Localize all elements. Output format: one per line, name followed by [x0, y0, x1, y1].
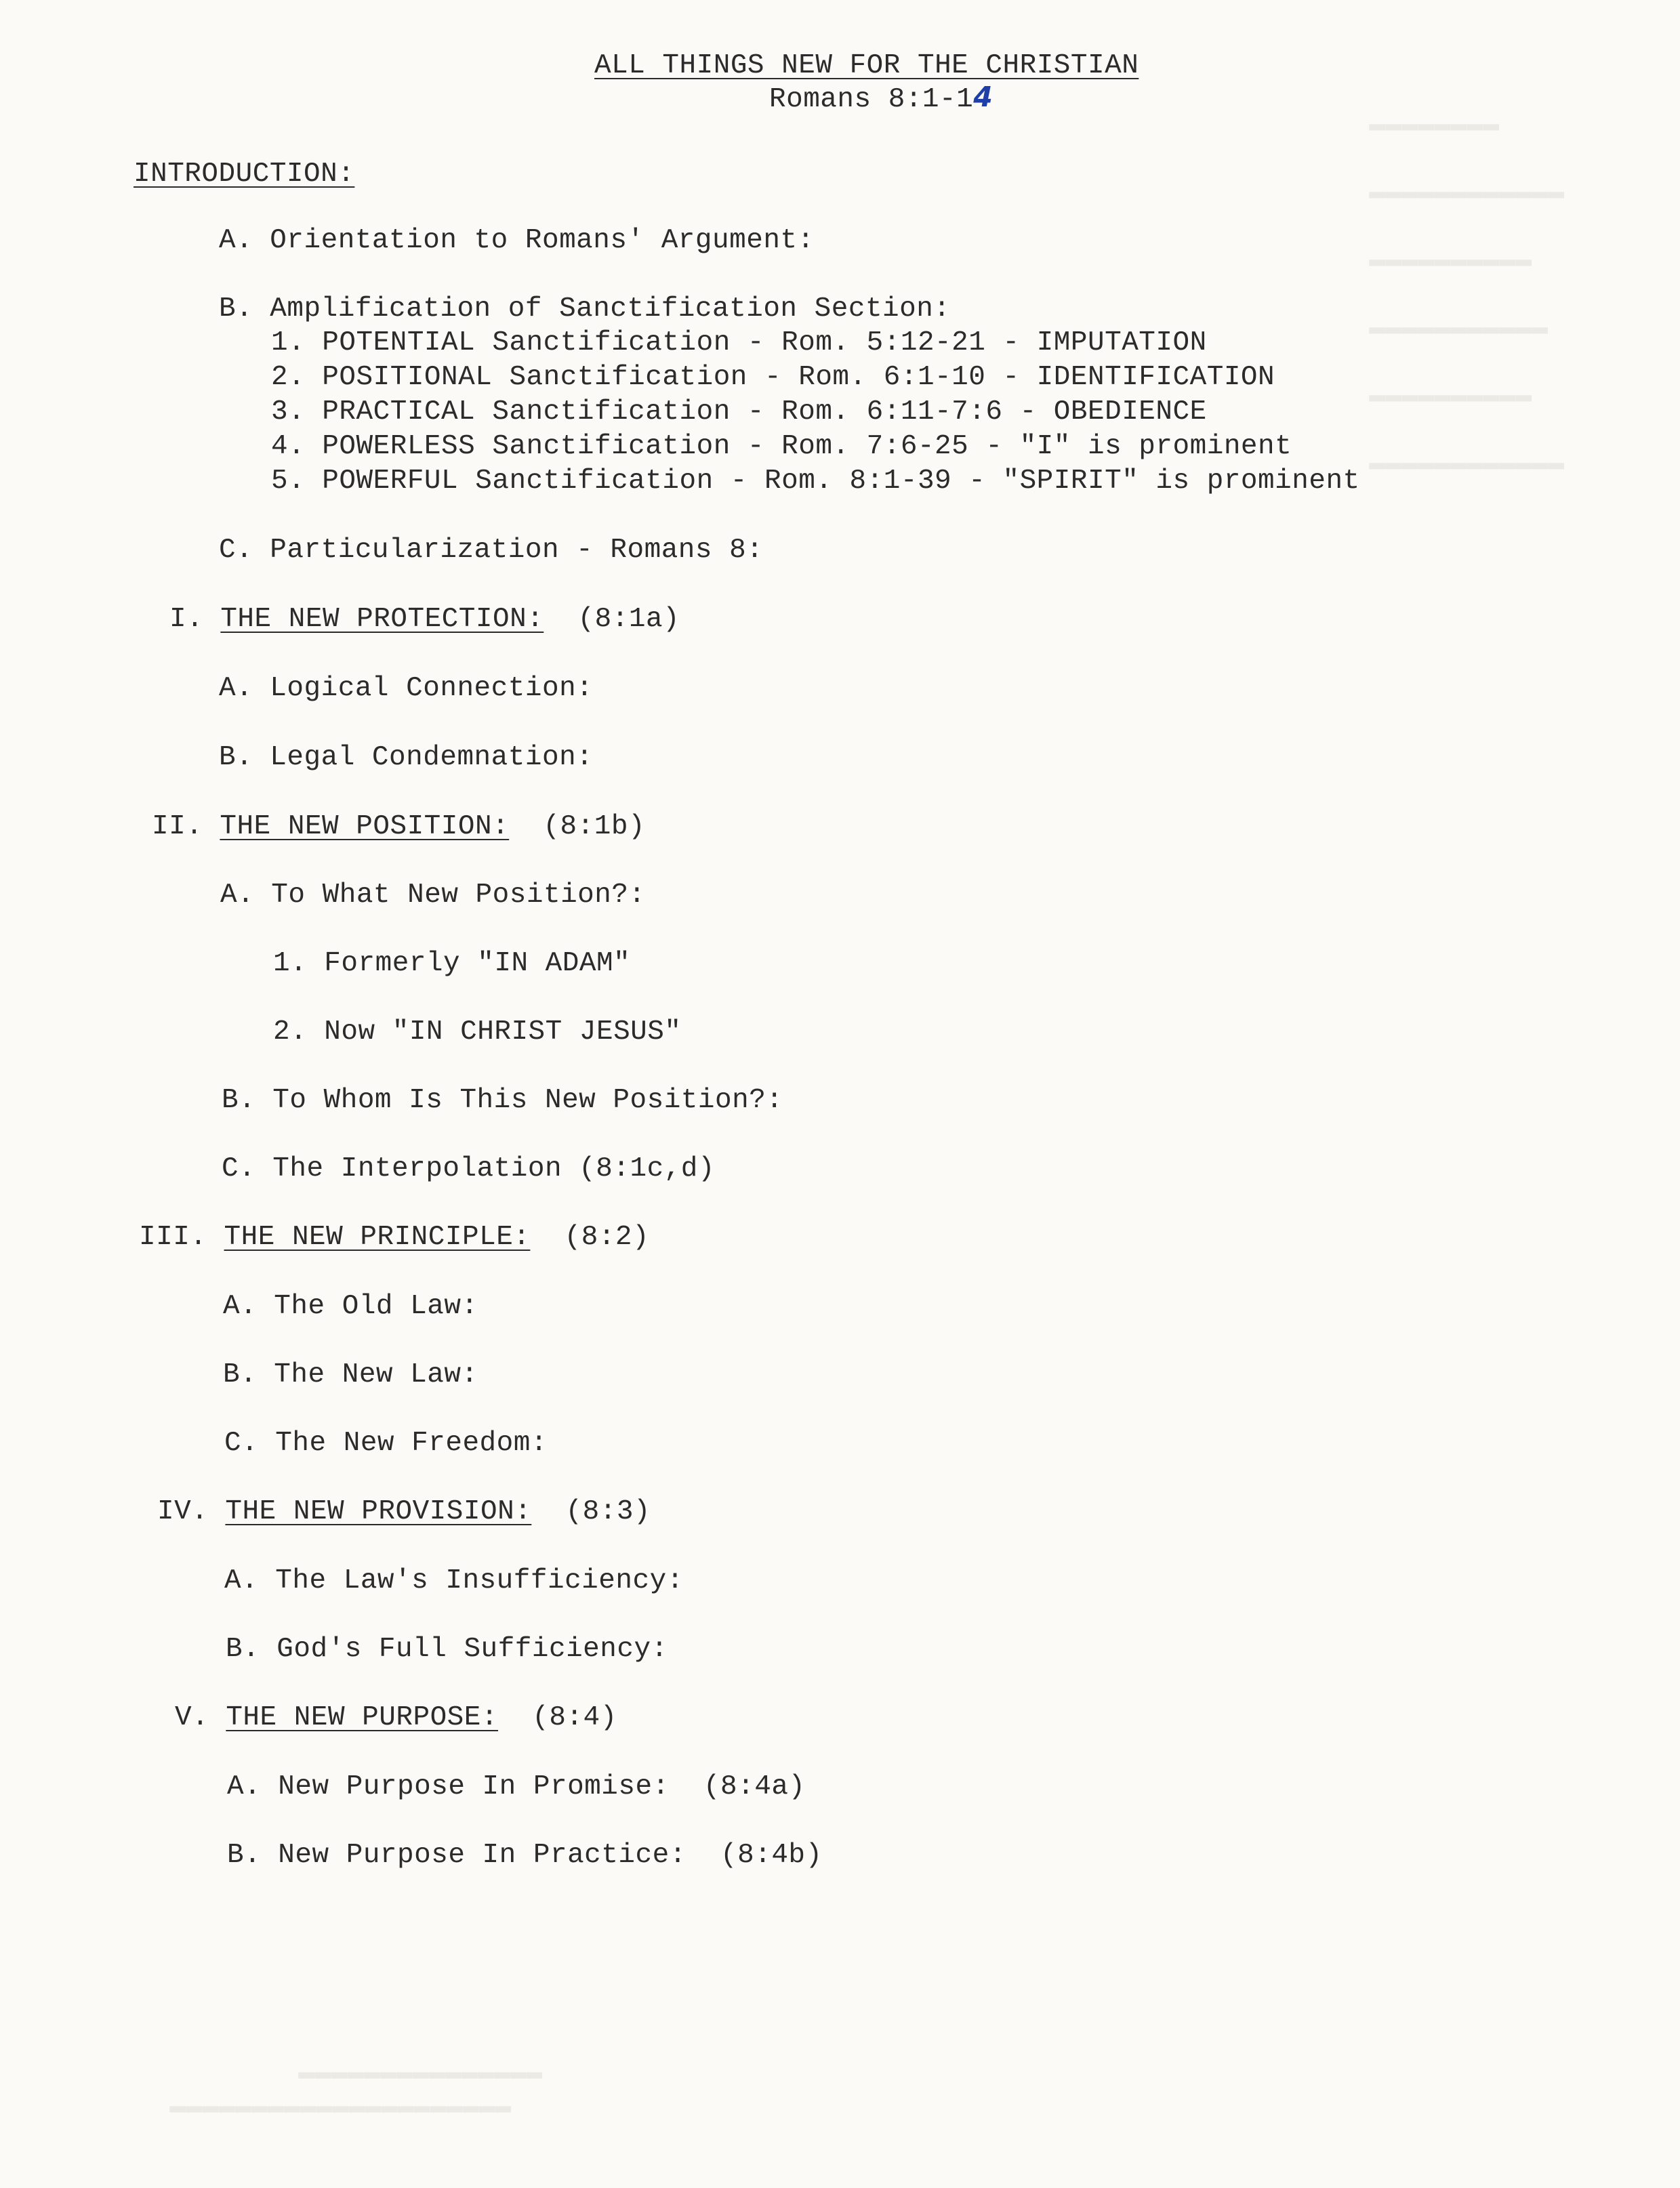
- intro-b-item-4: 4. POWERLESS Sanctification - Rom. 7:6-25 - "I" is prominent: [271, 431, 1292, 462]
- section-3-point-c: C. The New Freedom:: [224, 1428, 548, 1459]
- section-2-point-c: C. The Interpolation (8:1c,d): [222, 1153, 716, 1184]
- section-4-heading: THE NEW PROVISION:: [225, 1496, 532, 1527]
- intro-b-item-3: 3. PRACTICAL Sanctification - Rom. 6:11-7:6 - OBEDIENCE: [271, 396, 1207, 428]
- bleed-through-3: ▬▬▬▬▬▬▬▬▬▬: [1369, 245, 1532, 276]
- bleed-through-6: ▬▬▬▬▬▬▬▬▬▬▬▬: [1369, 449, 1565, 479]
- bleed-through-bottom-2: ▬▬▬▬▬▬▬▬▬▬▬▬▬▬▬▬▬▬▬▬▬: [169, 2092, 512, 2122]
- section-3-number: III.: [139, 1222, 207, 1253]
- section-2-ref: (8:1b): [543, 811, 646, 842]
- subtitle-text: Romans 8:1-1: [769, 84, 974, 115]
- section-3-ref: (8:2): [564, 1222, 650, 1253]
- bleed-through-5: ▬▬▬▬▬▬▬▬▬▬: [1369, 381, 1532, 411]
- section-1-heading-row: [169, 602, 680, 636]
- section-2-point-b: B. To Whom Is This New Position?:: [222, 1085, 783, 1116]
- intro-point-a: A. Orientation to Romans' Argument:: [219, 225, 815, 256]
- section-2-point-a2: 2. Now "IN CHRIST JESUS": [273, 1016, 682, 1048]
- section-3-point-b: B. The New Law:: [223, 1359, 478, 1390]
- section-2-heading-row: [152, 810, 645, 844]
- section-1-number: I.: [169, 604, 204, 635]
- section-1-ref: (8:1a): [577, 604, 680, 635]
- handwritten-correction: 4: [973, 81, 993, 113]
- section-3-heading: THE NEW PRINCIPLE:: [224, 1222, 531, 1253]
- section-4-number: IV.: [157, 1496, 209, 1527]
- document-title: ALL THINGS NEW FOR THE CHRISTIAN: [594, 50, 1139, 81]
- bleed-through-1: ▬▬▬▬▬▬▬▬: [1369, 110, 1500, 140]
- section-1-point-a: A. Logical Connection:: [219, 673, 594, 704]
- section-4-point-b: B. God's Full Sufficiency:: [226, 1634, 668, 1665]
- section-3-heading-row: [139, 1220, 649, 1254]
- section-2-heading: THE NEW POSITION:: [220, 811, 510, 842]
- section-2-point-a: A. To What New Position?:: [220, 880, 646, 911]
- section-1-heading: THE NEW PROTECTION:: [220, 604, 544, 635]
- section-5-point-a: A. New Purpose In Promise: (8:4a): [227, 1771, 806, 1802]
- section-3-point-a: A. The Old Law:: [223, 1291, 478, 1322]
- section-5-point-b: B. New Purpose In Practice: (8:4b): [227, 1840, 823, 1871]
- bleed-through-4: ▬▬▬▬▬▬▬▬▬▬▬: [1369, 313, 1549, 344]
- introduction-heading: INTRODUCTION:: [134, 159, 355, 190]
- section-4-heading-row: [157, 1495, 651, 1529]
- section-4-ref: (8:3): [565, 1496, 651, 1527]
- intro-point-b: B. Amplification of Sanctification Section:: [219, 293, 951, 325]
- intro-b-item-5: 5. POWERFUL Sanctification - Rom. 8:1-39 - "SPIRIT" is prominent: [271, 466, 1360, 497]
- section-1-point-b: B. Legal Condemnation:: [219, 742, 594, 773]
- intro-b-item-2: 2. POSITIONAL Sanctification - Rom. 6:1-10 - IDENTIFICATION: [271, 362, 1275, 393]
- intro-b-item-1: 1. POTENTIAL Sanctification - Rom. 5:12-21 - IMPUTATION: [271, 327, 1207, 358]
- section-2-point-a1: 1. Formerly "IN ADAM": [273, 948, 631, 979]
- document-subtitle: [769, 80, 993, 117]
- section-5-heading: THE NEW PURPOSE:: [226, 1702, 498, 1733]
- section-5-ref: (8:4): [532, 1702, 617, 1733]
- section-5-heading-row: [175, 1701, 617, 1735]
- section-2-number: II.: [152, 811, 203, 842]
- intro-point-c: C. Particularization - Romans 8:: [219, 535, 764, 566]
- section-4-point-a: A. The Law's Insufficiency:: [224, 1565, 684, 1596]
- section-5-number: V.: [175, 1702, 209, 1733]
- bleed-through-bottom-1: ▬▬▬▬▬▬▬▬▬▬▬▬▬▬▬: [298, 2058, 543, 2088]
- bleed-through-2: ▬▬▬▬▬▬▬▬▬▬▬▬: [1369, 178, 1565, 208]
